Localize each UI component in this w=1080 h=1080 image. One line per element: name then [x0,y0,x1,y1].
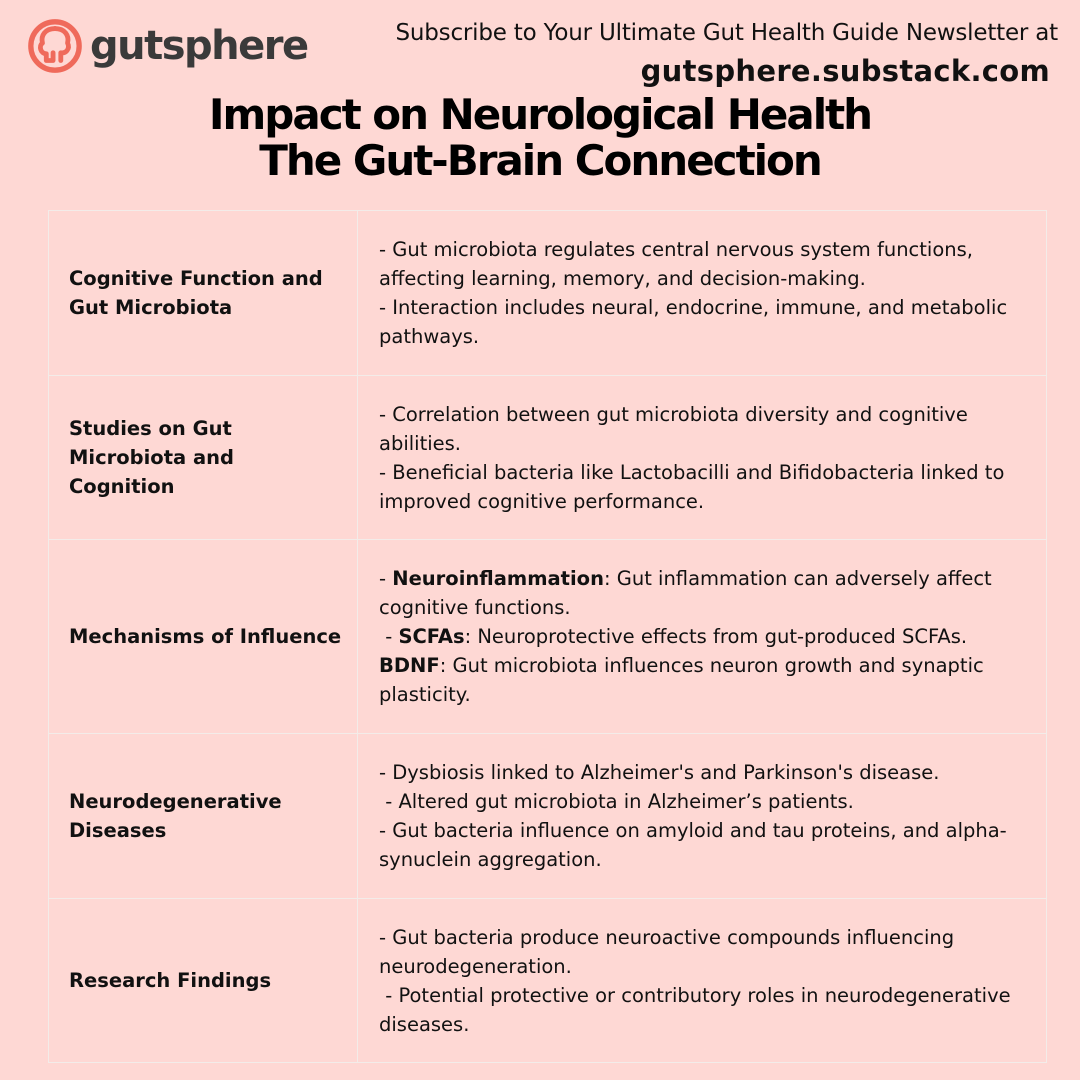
brain-outline-icon [26,17,84,75]
term-text: : Gut microbiota influences neuron growth and synaptic plasticity. [379,654,984,706]
description-line: - Potential protective or contributory roles in neurodegenerative diseases. [379,983,1017,1036]
description-line: - Beneficial bacteria like Lactobacilli and Bifidobacteria linked to improved cognitive performance. [379,460,1005,513]
description-line [379,564,1028,622]
subscribe-text: Subscribe to Your Ultimate Gut Health Guide Newsletter at [395,20,1058,46]
bullet-prefix: - [379,625,399,648]
row-label: Cognitive Function and Gut Microbiota [49,211,358,376]
row-description [358,211,1047,376]
description-line [379,651,1028,709]
table-row [49,211,1047,376]
description-line: - Gut bacteria produce neuroactive compounds influencing neurodegeneration. [379,925,955,978]
subscribe-url-link[interactable]: gutsphere.substack.com [640,54,1050,88]
key-term: SCFAs [398,625,465,648]
key-term: BDNF [379,654,440,677]
brand-logo [26,16,308,76]
description-line: - Interaction includes neural, endocrine, immune, and metabolic pathways. [379,296,1008,348]
description-line: - Gut bacteria influence on amyloid and tau proteins, and alpha-synuclein aggregation. [379,819,1007,871]
page-title-line-2: The Gut-Brain Connection [259,136,821,185]
description-line: - Gut microbiota regulates central nervous system functions, affecting learning, memory, and decision-making. [379,238,973,290]
row-label: Mechanisms of Influence [49,540,358,734]
description-line [379,622,1028,651]
row-label: Studies on Gut Microbiota and Cognition [49,376,358,540]
row-label: Neurodegenerative Diseases [49,734,358,899]
description-line: - Altered gut microbiota in Alzheimer’s patients. [379,790,854,813]
row-description [358,899,1047,1063]
description-line: - Correlation between gut microbiota diversity and cognitive abilities. [379,402,968,455]
table-row [49,540,1047,734]
table-row [49,734,1047,899]
row-description [358,376,1047,540]
brand-name: gutsphere [90,23,308,69]
table-row [49,899,1047,1063]
info-table [48,210,1047,1063]
row-description [358,540,1047,734]
page-title [0,92,1080,184]
row-description [358,734,1047,899]
page-title-line-1: Impact on Neurological Health [208,90,872,139]
term-text: : Gut inflammation can adversely affect cognitive functions. [379,567,992,619]
description-line: - Dysbiosis linked to Alzheimer's and Parkinson's disease. [379,761,940,784]
row-label: Research Findings [49,899,358,1063]
bullet-prefix: - [379,567,393,590]
table-row [49,376,1047,540]
term-text: : Neuroprotective effects from gut-produced SCFAs. [464,625,968,648]
key-term: Neuroinflammation [392,567,604,590]
